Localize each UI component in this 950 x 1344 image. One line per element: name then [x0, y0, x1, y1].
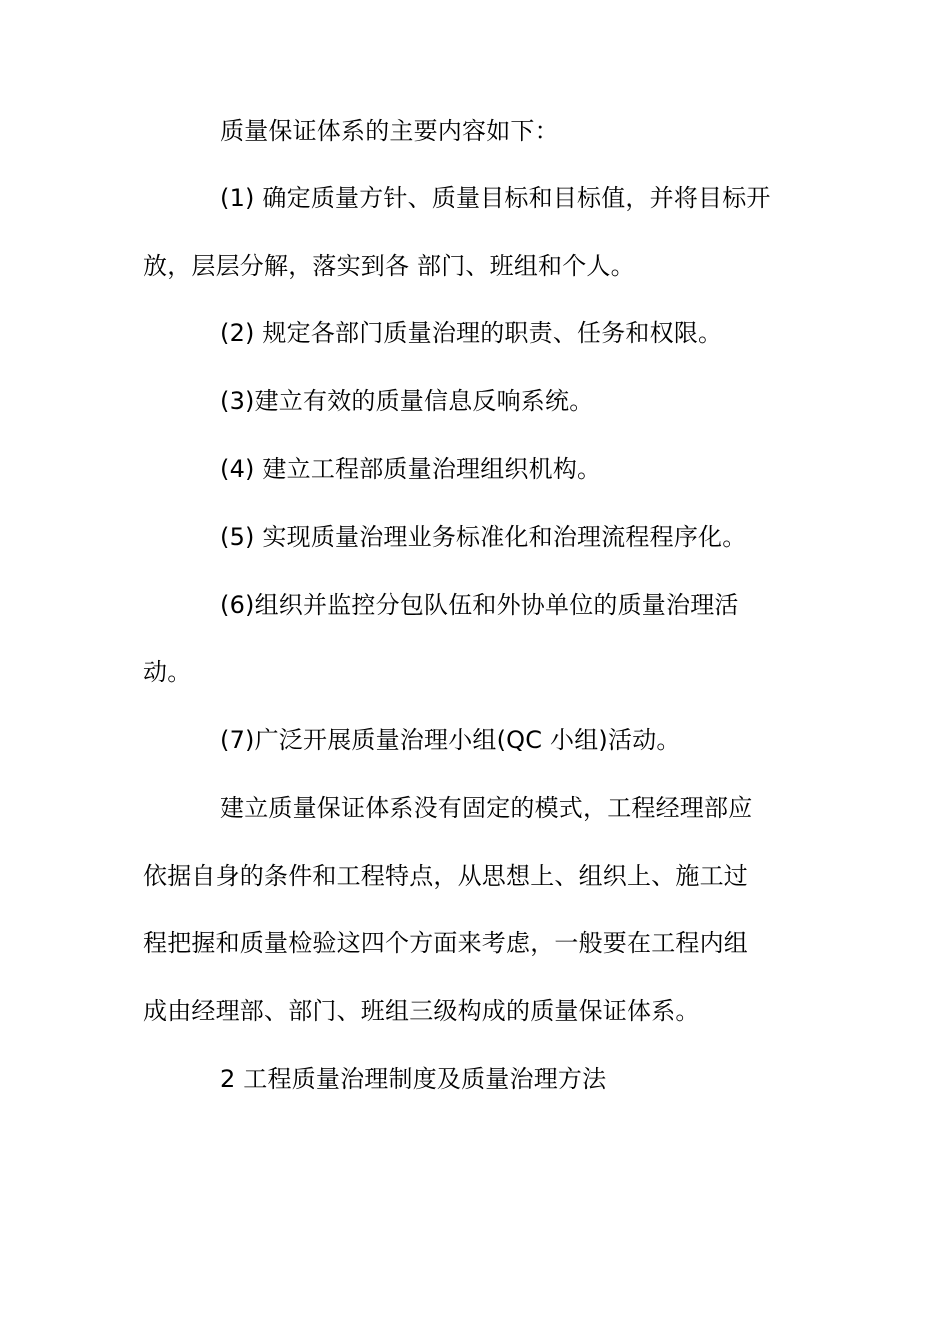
paragraph-body-line-1: 建立质量保证体系没有固定的模式，工程经理部应: [220, 794, 753, 822]
section-heading: 2 工程质量治理制度及质量治理方法: [220, 1065, 607, 1093]
paragraph-body-line-3: 程把握和质量检验这四个方面来考虑，一般要在工程内组: [143, 929, 748, 957]
list-item-5: (5) 实现质量治理业务标准化和治理流程程序化。: [220, 523, 747, 551]
list-item-3: (3)建立有效的质量信息反响系统。: [220, 387, 594, 415]
list-item-7: (7)广泛开展质量治理小组(QC 小组)活动。: [220, 726, 681, 754]
list-item-2: (2) 规定各部门质量治理的职责、任务和权限。: [220, 319, 723, 347]
list-item-4: (4) 建立工程部质量治理组织机构。: [220, 455, 602, 483]
list-item-1-line-2: 放，层层分解，落实到各 部门、班组和个人。: [143, 252, 635, 280]
paragraph-body-line-2: 依据自身的条件和工程特点，从思想上、组织上、施工过: [143, 862, 748, 890]
list-item-6-line-1: (6)组织并监控分包队伍和外协单位的质量治理活: [220, 591, 739, 619]
list-item-6-line-2: 动。: [143, 658, 192, 686]
list-item-1-line-1: (1) 确定质量方针、质量目标和目标值，并将目标开: [220, 184, 771, 212]
paragraph-intro: 质量保证体系的主要内容如下：: [220, 117, 559, 145]
paragraph-body-line-4: 成由经理部、部门、班组三级构成的质量保证体系。: [143, 997, 700, 1025]
